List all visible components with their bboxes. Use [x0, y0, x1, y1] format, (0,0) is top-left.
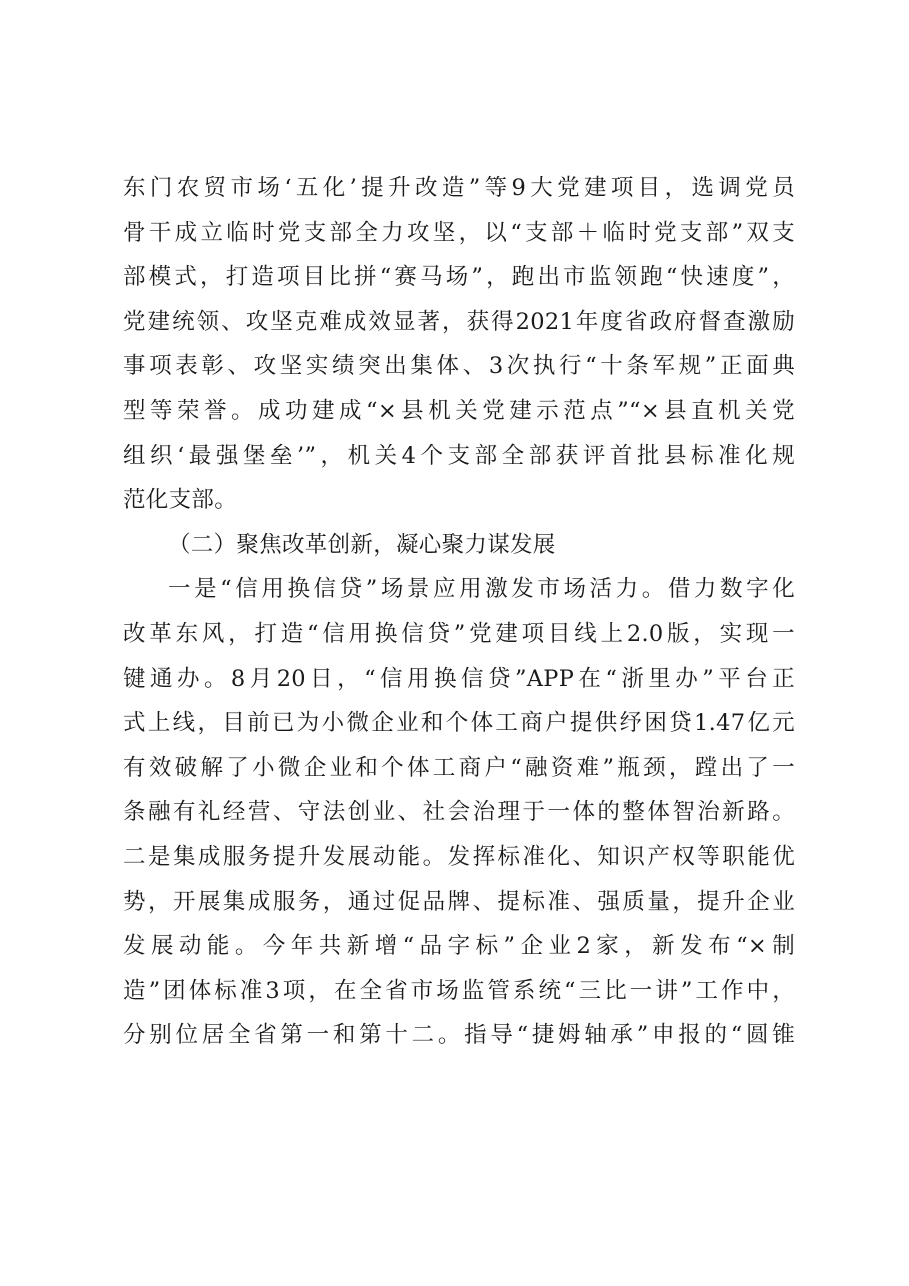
body-line: 势，开展集成服务，通过促品牌、提标准、强质量，提升企业	[123, 888, 795, 915]
body-line: 一是“信用换信贷”场景应用激发市场活力。借力数字化	[168, 576, 795, 603]
body-line: 事项表彰、攻坚实绩突出集体、3次执行“十条军规”正面典	[123, 353, 795, 380]
body-line: 有效破解了小微企业和个体工商户“融资难”瓶颈，蹚出了一	[123, 754, 795, 781]
body-line: 条融有礼经营、守法创业、社会治理于一体的整体智治新路。	[123, 799, 795, 826]
body-line: 造”团体标准3项，在全省市场监管系统“三比一讲”工作中，	[123, 977, 795, 1004]
body-line: 范化支部。	[123, 487, 238, 514]
document-body	[123, 166, 795, 1058]
body-line: 骨干成立临时党支部全力攻坚，以“支部＋临时党支部”双支	[123, 219, 795, 246]
body-line: 型等荣誉。成功建成“×县机关党建示范点”“×县直机关党	[123, 397, 795, 424]
body-line: 键通办。8月20日，“信用换信贷”APP在“浙里办”平台正	[123, 665, 795, 692]
body-line: 式上线，目前已为小微企业和个体工商户提供纾困贷1.47亿元	[123, 710, 795, 737]
body-line: 二是集成服务提升发展动能。发挥标准化、知识产权等职能优	[123, 843, 795, 870]
body-line: 发展动能。今年共新增“品字标”企业2家，新发布“×制	[123, 933, 795, 960]
body-line: 部模式，打造项目比拼“赛马场”，跑出市监领跑“快速度”，	[123, 264, 795, 291]
body-line: 分别位居全省第一和第十二。指导“捷姆轴承”申报的“圆锥	[123, 1022, 795, 1049]
body-line: 东门农贸市场‘五化’提升改造”等9大党建项目，选调党员	[123, 175, 795, 201]
body-line: 改革东风，打造“信用换信贷”党建项目线上2.0版，实现一	[123, 620, 795, 647]
body-line: 组织‘最强堡垒’”，机关4个支部全部获评首批县标准化规	[123, 442, 795, 469]
section-heading: （二）聚焦改革创新，凝心聚力谋发展	[168, 531, 556, 558]
body-line: 党建统领、攻坚克难成效显著，获得2021年度省政府督查激励	[123, 308, 795, 335]
